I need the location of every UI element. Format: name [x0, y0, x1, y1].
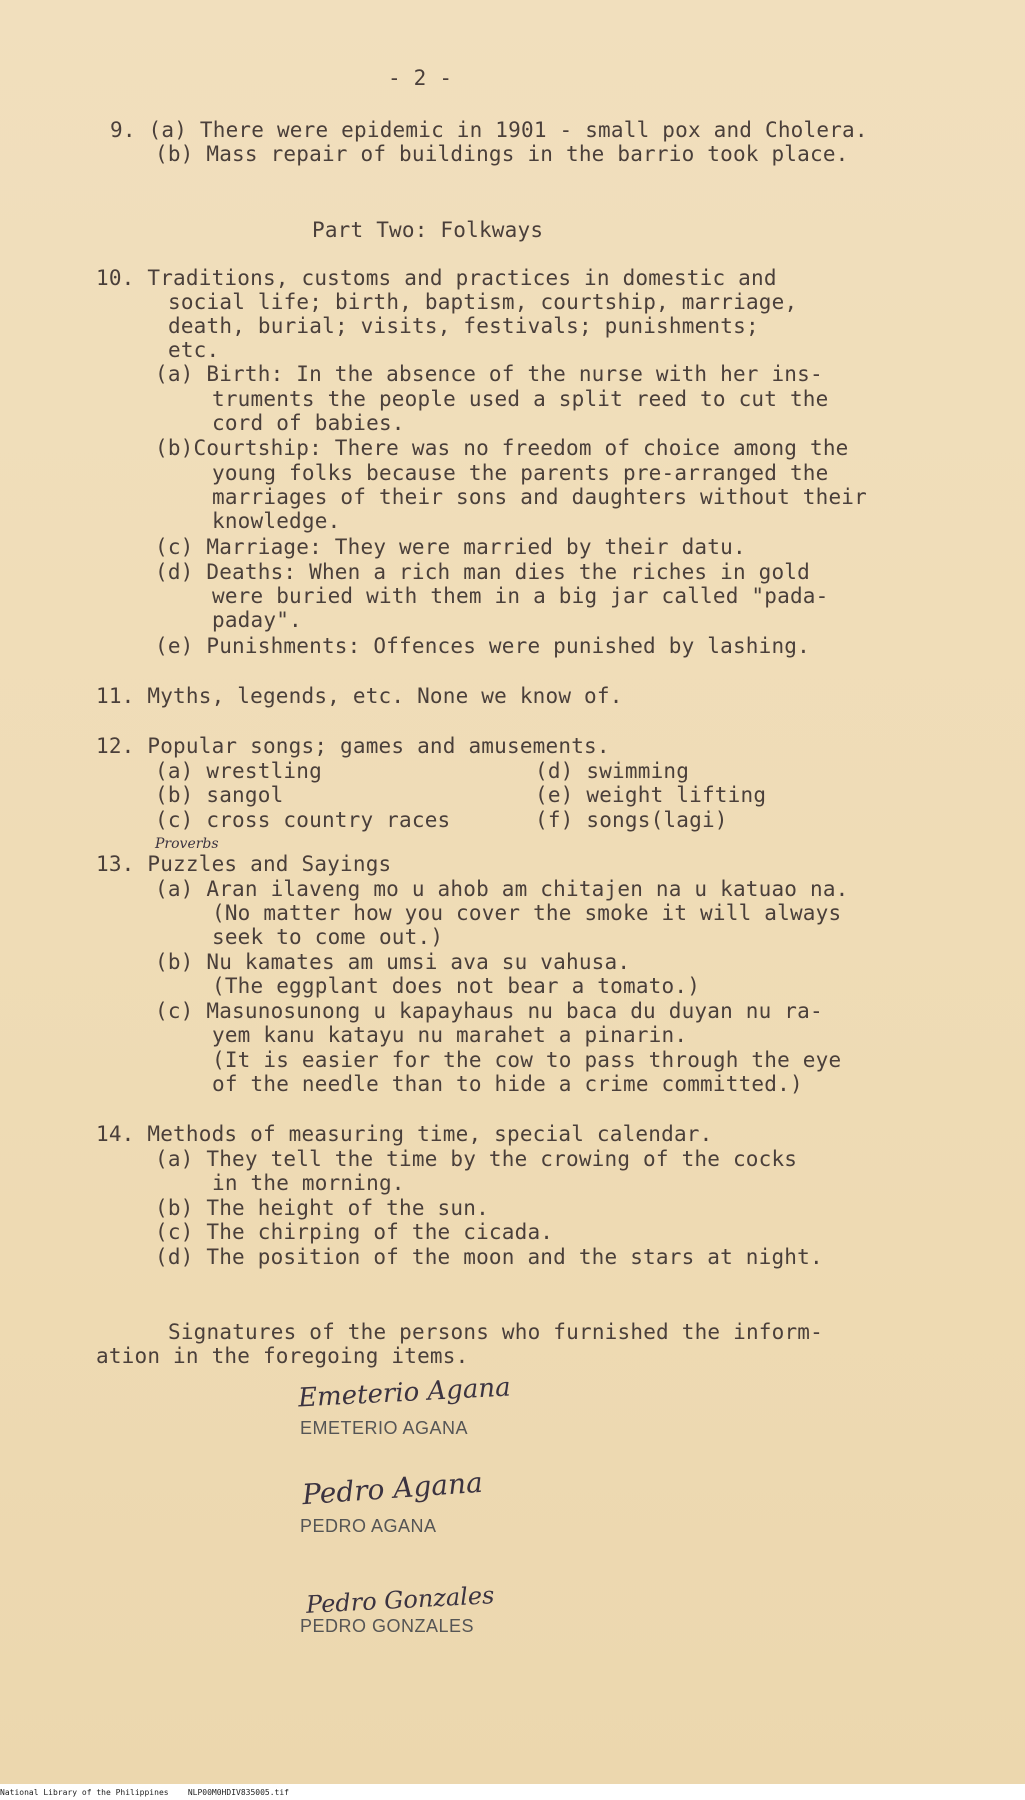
typed-signature-name: PEDRO AGANA	[300, 1516, 437, 1536]
item-14-title: 14. Methods of measuring time, special calendar.	[96, 1122, 713, 1146]
handwritten-signature: Emeterio Agana	[297, 1372, 512, 1414]
item-14-line: (a) They tell the time by the crowing of the cocks	[155, 1147, 798, 1171]
item-10c: (c) Marriage: They were married by their datu.	[155, 535, 746, 559]
typed-signature-name: EMETERIO AGANA	[300, 1418, 469, 1438]
item-13-line: (No matter how you cover the smoke it will always	[212, 901, 842, 925]
handwritten-signature: Pedro Gonzales	[305, 1581, 496, 1619]
item-14-line: (b) The height of the sun.	[155, 1196, 489, 1220]
item-10-line: etc.	[168, 338, 220, 362]
handwritten-annotation: Proverbs	[155, 836, 219, 852]
typed-signature-name: PEDRO GONZALES	[300, 1616, 475, 1636]
item-13-title: 13. Puzzles and Sayings	[96, 852, 392, 876]
item-13-line: (The eggplant does not bear a tomato.)	[212, 974, 701, 998]
item-10b-line: marriages of their sons and daughters without their	[212, 485, 867, 509]
item-12-entry: (e) weight lifting	[535, 783, 767, 807]
item-10a-line: cord of babies.	[212, 411, 405, 435]
item-10-line: social life; birth, baptism, courtship, marriage,	[168, 290, 798, 314]
item-11: 11. Myths, legends, etc. None we know of.	[96, 684, 623, 708]
item-12-entry: (b) sangol	[155, 783, 284, 807]
item-9a: 9. (a) There were epidemic in 1901 - small pox and Cholera.	[110, 118, 868, 142]
section-heading: Part Two: Folkways	[312, 218, 544, 242]
item-10b-line: (b)Courtship: There was no freedom of choice among the	[155, 436, 849, 460]
item-12-title: 12. Popular songs; games and amusements.	[96, 734, 610, 758]
item-10a-line: truments the people used a split reed to cut the	[212, 387, 829, 411]
item-10a-line: (a) Birth: In the absence of the nurse with her ins-	[155, 362, 823, 386]
item-13-line: (b) Nu kamates am umsi ava su vahusa.	[155, 950, 631, 974]
item-13-line: (It is easier for the cow to pass through the eye	[212, 1048, 842, 1072]
item-13-line: (a) Aran ilaveng mo u ahob am chitajen na u katuao na.	[155, 877, 849, 901]
item-12-entry: (c) cross country races	[155, 808, 451, 832]
item-12-entry: (f) songs(lagi)	[535, 808, 728, 832]
item-10b-line: knowledge.	[212, 509, 341, 533]
item-13-line: yem kanu katayu nu marahet a pinarin.	[212, 1023, 688, 1047]
item-14-line: in the morning.	[212, 1171, 405, 1195]
scan-footer-label: National Library of the Philippines NLP00M0HDIV835005.tif	[0, 1788, 289, 1797]
item-14-line: (c) The chirping of the cicada.	[155, 1220, 554, 1244]
handwritten-signature: Pedro Agana	[301, 1465, 484, 1512]
item-12-entry: (d) swimming	[535, 759, 690, 783]
item-12-entry: (a) wrestling	[155, 759, 322, 783]
item-10b-line: young folks because the parents pre-arranged the	[212, 461, 829, 485]
item-10-line: death, burial; visits, festivals; punishments;	[168, 314, 759, 338]
page-number: - 2 -	[388, 66, 453, 90]
item-13-line: (c) Masunosunong u kapayhaus nu baca du duyan nu ra-	[155, 999, 823, 1023]
item-10d-line: paday".	[212, 608, 302, 632]
item-10e: (e) Punishments: Offences were punished by lashing.	[155, 634, 810, 658]
item-14-line: (d) The position of the moon and the stars at night.	[155, 1245, 823, 1269]
signature-intro-line: Signatures of the persons who furnished the inform-	[168, 1320, 823, 1344]
item-9b: (b) Mass repair of buildings in the barrio took place.	[155, 142, 849, 166]
item-10-title: 10. Traditions, customs and practices in domestic and	[96, 266, 777, 290]
item-10d-line: were buried with them in a big jar called "pada-	[212, 584, 829, 608]
item-13-line: seek to come out.)	[212, 925, 444, 949]
item-13-line: of the needle than to hide a crime committed.)	[212, 1072, 803, 1096]
signature-intro-line: ation in the foregoing items.	[96, 1344, 469, 1368]
item-10d-line: (d) Deaths: When a rich man dies the riches in gold	[155, 560, 810, 584]
